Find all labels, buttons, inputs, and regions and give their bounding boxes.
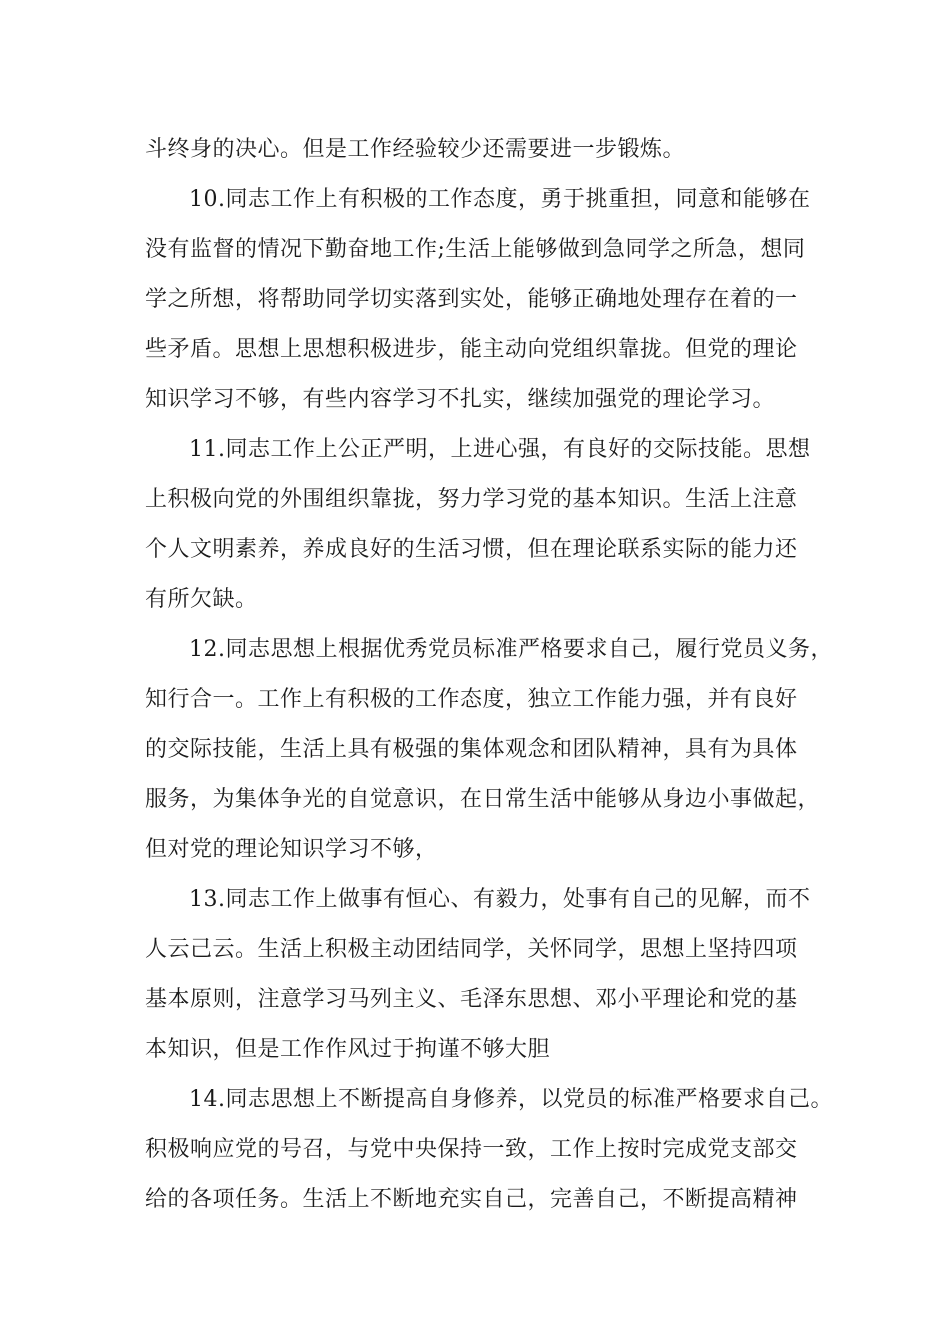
- text-line: 服务，为集体争光的自觉意识，在日常生活中能够从身边小事做起，: [145, 787, 821, 812]
- text-line: 但对党的理论知识学习不够，: [145, 837, 438, 862]
- text-line: 基本原则，注意学习马列主义、毛泽东思想、邓小平理论和党的基: [145, 987, 798, 1012]
- paragraph-13-start: 13.同志工作上做事有恒心、有毅力，处事有自己的见解，而不: [189, 887, 811, 912]
- text-line: 学之所想，将帮助同学切实落到实处，能够正确地处理存在着的一: [145, 287, 798, 312]
- paragraph-10-start: 10.同志工作上有积极的工作态度，勇于挑重担，同意和能够在: [189, 187, 811, 212]
- text-line: 斗终身的决心。但是工作经验较少还需要进一步锻炼。: [145, 137, 686, 162]
- text-line: 个人文明素养，养成良好的生活习惯，但在理论联系实际的能力还: [145, 537, 798, 562]
- text-line: 的交际技能，生活上具有极强的集体观念和团队精神，具有为具体: [145, 737, 798, 762]
- text-line: 没有监督的情况下勤奋地工作;生活上能够做到急同学之所急，想同: [145, 237, 806, 262]
- text-line: 些矛盾。思想上思想积极进步，能主动向党组织靠拢。但党的理论: [145, 337, 798, 362]
- text-line: 本知识，但是工作作风过于拘谨不够大胆: [145, 1037, 551, 1062]
- text-line: 知行合一。工作上有积极的工作态度，独立工作能力强，并有良好: [145, 687, 798, 712]
- paragraph-14-start: 14.同志思想上不断提高自身修养，以党员的标准严格要求自己。: [189, 1087, 833, 1112]
- text-line: 给的各项任务。生活上不断地充实自己，完善自己，不断提高精神: [145, 1187, 798, 1212]
- paragraph-11-start: 11.同志工作上公正严明，上进心强，有良好的交际技能。思想: [189, 437, 811, 462]
- text-line: 人云己云。生活上积极主动团结同学，关怀同学，思想上坚持四项: [145, 937, 798, 962]
- text-line: 有所欠缺。: [145, 587, 258, 612]
- text-line: 积极响应党的号召，与党中央保持一致，工作上按时完成党支部交: [145, 1137, 798, 1162]
- paragraph-12-start: 12.同志思想上根据优秀党员标准严格要求自己，履行党员义务，: [189, 637, 833, 662]
- text-line: 上积极向党的外围组织靠拢，努力学习党的基本知识。生活上注意: [145, 487, 798, 512]
- text-line: 知识学习不够，有些内容学习不扎实，继续加强党的理论学习。: [145, 387, 776, 412]
